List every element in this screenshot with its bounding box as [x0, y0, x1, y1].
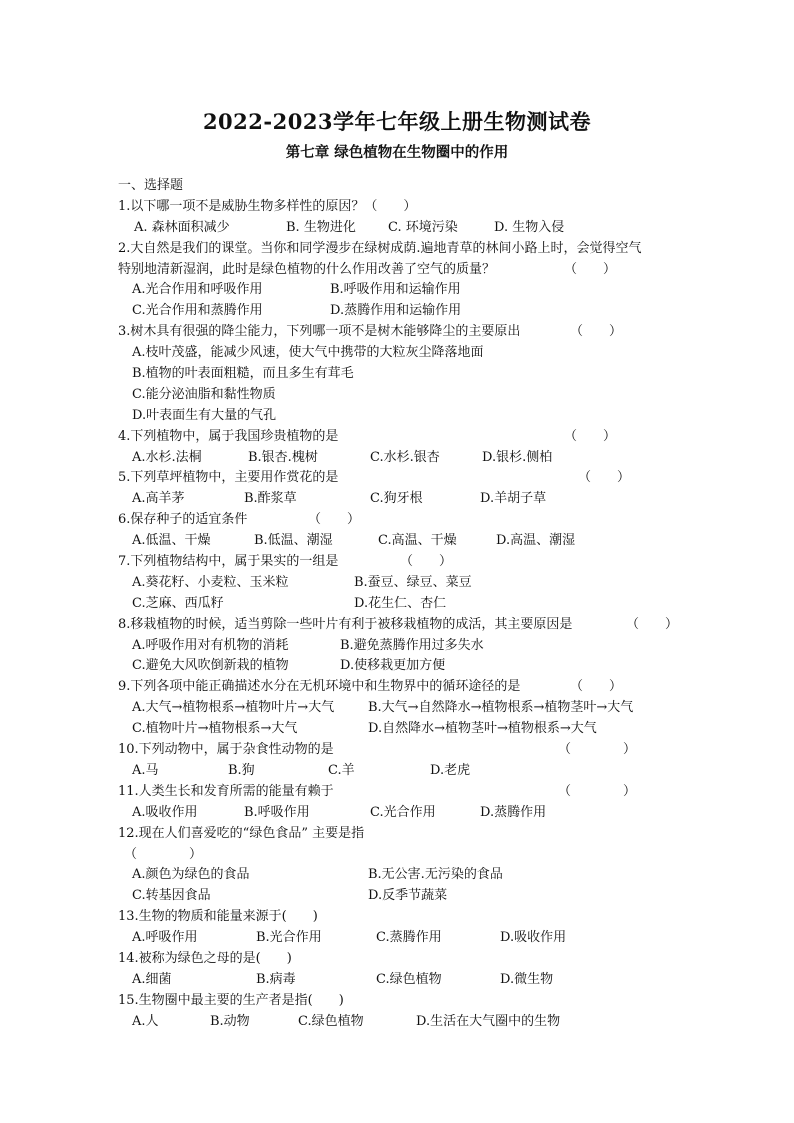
answer-blank: （ ）	[124, 846, 203, 862]
question-11-options	[118, 803, 678, 824]
option-a: A.呼吸作用	[132, 930, 198, 946]
question-2-options-row1	[118, 280, 678, 301]
question-3-stem	[118, 322, 678, 343]
question-4-stem-text: 4.下列植物中，属于我国珍贵植物的是	[118, 428, 339, 444]
answer-blank: （ ）	[578, 470, 631, 486]
option-b: B.避免蒸腾作用过多失水	[340, 637, 484, 653]
question-15-stem: 15.生物圈中最主要的生产者是指( )	[118, 992, 344, 1008]
question-12-options-row1	[118, 865, 678, 886]
option-a: A.吸收作用	[132, 804, 198, 820]
option-a: A.光合作用和呼吸作用	[132, 282, 263, 298]
question-4-options	[118, 448, 678, 469]
question-14-options	[118, 970, 678, 991]
answer-blank: （ ）	[626, 616, 679, 632]
question-11-stem-text: 11.人类生长和发育所需的能量有赖于	[118, 783, 334, 799]
question-8-options-row2	[118, 656, 678, 677]
option-a: A.细菌	[132, 971, 172, 987]
option-b: B.大气→自然降水→植物根系→植物茎叶→大气	[368, 700, 634, 716]
option-d: D.吸收作用	[500, 930, 567, 946]
option-c: C.植物叶片→植物根系→大气	[132, 721, 298, 737]
answer-blank: （ ）	[558, 783, 637, 799]
answer-blank: （ ）	[570, 324, 623, 340]
option-d: D.银杉.侧柏	[482, 449, 553, 465]
option-c: C.绿色植物	[376, 971, 442, 987]
option-c: C.光合作用	[370, 804, 436, 820]
option-a: A. 森林面积减少	[134, 219, 230, 235]
question-5-stem	[118, 468, 678, 489]
option-b: B.无公害.无污染的食品	[368, 867, 503, 883]
question-7-options-row1	[118, 573, 678, 594]
exam-title: 2022-2023学年七年级上册生物测试卷	[202, 109, 592, 134]
option-b: B.蚕豆、绿豆、菜豆	[354, 574, 472, 590]
option-c: C. 环境污染	[388, 219, 458, 235]
option-c: C.避免大风吹倒新栽的植物	[132, 658, 289, 674]
option-d: D.老虎	[430, 762, 471, 778]
option-b: B.狗	[228, 762, 255, 778]
option-b: B.病毒	[256, 971, 296, 987]
option-c: C.芝麻、西瓜籽	[132, 595, 224, 611]
option-a: A.呼吸作用对有机物的消耗	[132, 637, 289, 653]
option-d: D.花生仁、杏仁	[354, 595, 447, 611]
option-d: D.反季节蔬菜	[368, 888, 448, 904]
chapter-subtitle: 第七章 绿色植物在生物圈中的作用	[285, 144, 509, 161]
option-c: C.高温、干燥	[378, 533, 457, 549]
question-7-stem	[118, 552, 678, 573]
option-a: A.葵花籽、小麦粒、玉米粒	[132, 574, 289, 590]
question-3-option-d: D.叶表面生有大量的气孔	[132, 407, 277, 423]
option-a: A.人	[132, 1013, 159, 1029]
question-3-option-a: A.枝叶茂盛，能减少风速，使大气中携带的大粒灰尘降落地面	[132, 345, 484, 361]
option-d: D.羊胡子草	[480, 491, 547, 507]
option-d: D.蒸腾作用和运输作用	[330, 303, 462, 319]
question-3-option-b: B.植物的叶表面粗糙，而且多生有茸毛	[132, 366, 354, 382]
section-heading: 一、选择题	[118, 178, 184, 193]
option-d: D.生活在大气圈中的生物	[416, 1013, 561, 1029]
question-8-options-row1	[118, 636, 678, 657]
option-d: D.蒸腾作用	[480, 804, 547, 820]
option-b: B.呼吸作用和运输作用	[330, 282, 461, 298]
answer-blank: （ ）	[400, 554, 453, 570]
question-8-stem	[118, 615, 678, 636]
question-3-stem-text: 3.树木具有很强的降尘能力，下列哪一项不是树木能够降尘的主要原出	[118, 324, 521, 340]
option-b: B.光合作用	[256, 930, 322, 946]
option-b: B. 生物进化	[286, 219, 356, 235]
answer-blank: （ ）	[558, 742, 637, 758]
question-1-options	[118, 218, 678, 239]
question-13-options	[118, 928, 678, 949]
option-c: C.狗牙根	[370, 491, 423, 507]
question-7-stem-text: 7.下列植物结构中，属于果实的一组是	[118, 554, 339, 570]
option-c: C.水杉.银杏	[370, 449, 440, 465]
option-a: A.低温、干燥	[132, 533, 211, 549]
option-a: A.大气→植物根系→植物叶片→大气	[132, 700, 335, 716]
question-2-stem-text: 特别地清新湿润，此时是绿色植物的什么作用改善了空气的质量？	[118, 261, 496, 277]
question-11-stem	[118, 782, 678, 803]
question-2-options-row2	[118, 301, 678, 322]
option-c: C.羊	[328, 762, 355, 778]
question-15-options	[118, 1012, 678, 1033]
question-1-stem: 1.以下哪一项不是威胁生物多样性的原因？（ ）	[118, 198, 417, 214]
option-b: B.银杏.槐树	[248, 449, 318, 465]
option-a: A.高羊茅	[132, 491, 185, 507]
question-10-stem	[118, 740, 678, 761]
question-9-options-row1	[118, 698, 678, 719]
question-14-stem: 14.被称为绿色之母的是( )	[118, 950, 292, 966]
answer-blank: （ ）	[564, 261, 617, 277]
question-10-options	[118, 761, 678, 782]
question-9-stem-text: 9.下列各项中能正确描述水分在无机环境中和生物界中的循环途径的是	[118, 679, 521, 695]
question-6-options	[118, 531, 678, 552]
question-list	[118, 176, 678, 1033]
question-7-options-row2	[118, 594, 678, 615]
question-12-answer-line	[118, 845, 678, 866]
question-2-stem-cont	[118, 260, 678, 281]
question-5-stem-text: 5.下列草坪植物中，主要用作赏花的是	[118, 470, 339, 486]
option-c: C.绿色植物	[298, 1013, 364, 1029]
option-c: C.蒸腾作用	[376, 930, 442, 946]
option-d: D.高温、潮湿	[496, 533, 576, 549]
answer-blank: （ ）	[570, 679, 623, 695]
question-6-stem-text: 6.保存种子的适宜条件	[118, 512, 248, 528]
question-6-stem	[118, 510, 678, 531]
question-3-option-c: C.能分泌油脂和黏性物质	[132, 386, 276, 402]
question-9-stem	[118, 677, 678, 698]
answer-blank: （ ）	[308, 512, 361, 528]
option-d: D. 生物入侵	[494, 219, 565, 235]
option-a: A.马	[132, 762, 159, 778]
option-b: B.呼吸作用	[244, 804, 310, 820]
option-b: B.酢浆草	[244, 491, 297, 507]
option-d: D.使移栽更加方便	[340, 658, 446, 674]
option-d: D.微生物	[500, 971, 554, 987]
option-c: C.光合作用和蒸腾作用	[132, 303, 263, 319]
question-9-options-row2	[118, 719, 678, 740]
answer-blank: （ ）	[564, 428, 617, 444]
option-b: B.动物	[210, 1013, 250, 1029]
question-5-options	[118, 489, 678, 510]
option-a: A.水杉.法桐	[132, 449, 202, 465]
question-10-stem-text: 10.下列动物中，属于杂食性动物的是	[118, 742, 334, 758]
question-12-stem: 12.现在人们喜爱吃的“绿色食品” 主要是指	[118, 825, 365, 841]
question-2-stem: 2.大自然是我们的课堂。当你和同学漫步在绿树成荫.遍地青草的林间小路上时，会觉得空气	[118, 240, 642, 256]
question-4-stem	[118, 427, 678, 448]
option-b: B.低温、潮湿	[254, 533, 333, 549]
option-d: D.自然降水→植物茎叶→植物根系→大气	[368, 721, 597, 737]
question-13-stem: 13.生物的物质和能量来源于( )	[118, 909, 318, 925]
option-c: C.转基因食品	[132, 888, 211, 904]
option-a: A.颜色为绿色的食品	[132, 867, 250, 883]
question-8-stem-text: 8.移栽植物的时候，适当剪除一些叶片有利于被移栽植物的成活，其主要原因是	[118, 616, 573, 632]
question-12-options-row2	[118, 886, 678, 907]
